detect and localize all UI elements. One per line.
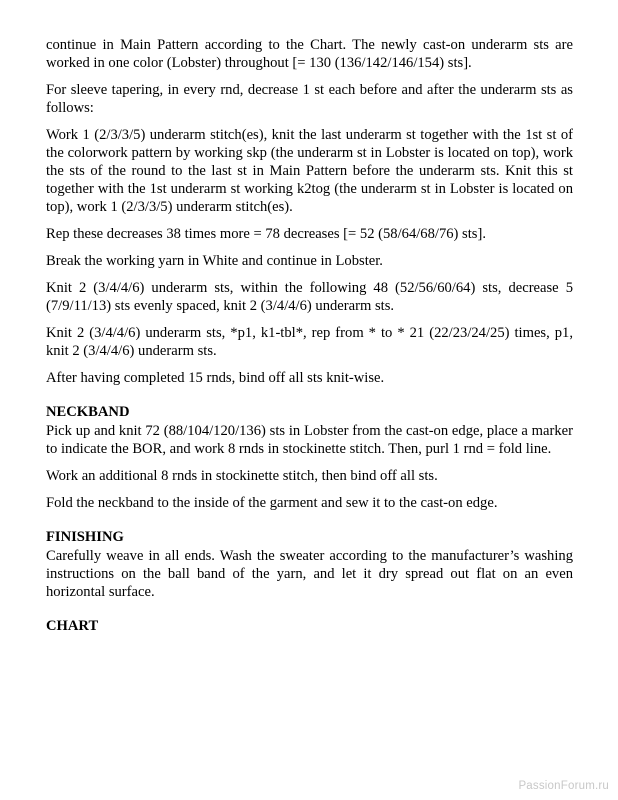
paragraph-rib-pattern: Knit 2 (3/4/4/6) underarm sts, *p1, k1-tbl*, rep from * to * 21 (22/23/24/25) times, p1, knit 2 (3/4/4/6) underarm sts. [46,325,573,359]
paragraph-sleeve-tapering: For sleeve tapering, in every rnd, decrease 1 st each before and after the underarm sts as follows: [46,82,573,116]
paragraph-bind-off: After having completed 15 rnds, bind off all sts knit-wise. [46,370,385,386]
paragraph-decrease-instructions: Work 1 (2/3/3/5) underarm stitch(es), knit the last underarm st together with the 1st st of the colorwork pattern by working skp (the underarm st in Lobster is located on top), work the sts of the round to the last st in Main Pattern before the underarm sts. Knit this st together with the 1st underarm st working k2tog (the underarm st in Lobster is located on top), work 1 (2/3/3/5) underarm stitch(es). [46,127,573,215]
heading-neckband: NECKBAND [46,404,130,420]
paragraph-finishing: Carefully weave in all ends. Wash the sweater according to the manufacturer’s washing instructions on the ball band of the yarn, and let it dry spread out flat on an even horizontal surface. [46,548,573,600]
paragraph-fold-neckband: Fold the neckband to the inside of the garment and sew it to the cast-on edge. [46,495,498,511]
heading-chart: CHART [46,618,99,634]
paragraph-pick-up-neckband: Pick up and knit 72 (88/104/120/136) sts in Lobster from the cast-on edge, place a marker to indicate the BOR, and work 8 rnds in stockinette stitch. Then, purl 1 rnd = fold line. [46,423,573,457]
paragraph-knit-underarm: Knit 2 (3/4/4/6) underarm sts, within the following 48 (52/56/60/64) sts, decrease 5 (7/9/11/13) sts evenly spaced, knit 2 (3/4/4/6) underarm sts. [46,280,573,314]
paragraph-main-pattern: continue in Main Pattern according to the Chart. The newly cast-on underarm sts are worked in one color (Lobster) throughout [= 130 (136/142/146/154) sts]. [46,37,573,71]
paragraph-additional-rnds: Work an additional 8 rnds in stockinette stitch, then bind off all sts. [46,468,438,484]
paragraph-break-yarn: Break the working yarn in White and continue in Lobster. [46,253,383,269]
watermark: PassionForum.ru [518,780,609,792]
heading-finishing: FINISHING [46,529,124,545]
paragraph-repeat-decreases: Rep these decreases 38 times more = 78 decreases [= 52 (58/64/68/76) sts]. [46,226,486,242]
document-body [46,36,573,636]
